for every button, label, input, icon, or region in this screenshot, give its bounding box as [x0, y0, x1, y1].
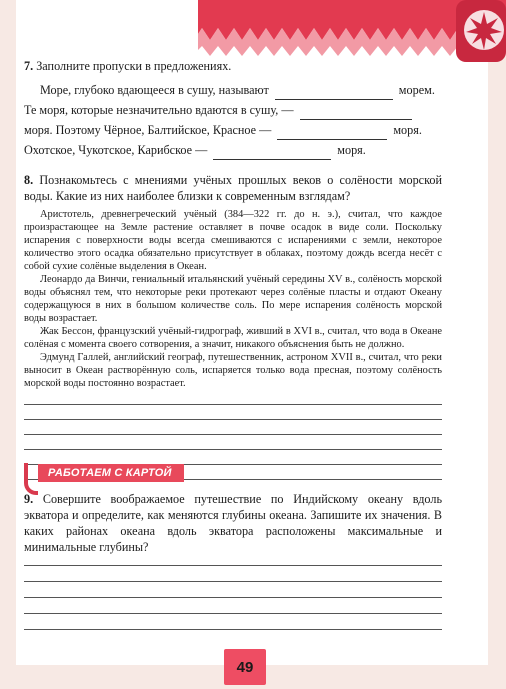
fill-row-3: моря. Поэтому Чёрное, Балтийское, Красное — моря. [24, 120, 442, 140]
answer-blank[interactable] [275, 85, 393, 100]
star-emblem-icon [456, 0, 506, 62]
question-9-title: 9. Совершите воображаемое путешествие по Индийскому океану вдоль экватора и определите, как меняются глубины океана. Запишите их значения. В каких районах океана вдоль экватора расположены максимальные и минимальные глубины? [24, 492, 443, 554]
question-8-title: 8. Познакомьтесь с мнениями учёных прошлых веков о солёности морской воды. Какие из них наиболее близки к современным взглядам? [24, 173, 442, 203]
answer-lines-q9[interactable] [24, 565, 442, 630]
question-7-title: 7. Заполните пропуски в предложениях. [24, 59, 232, 73]
opinion-leonardo: Леонардо да Винчи, гениальный итальянский учёный середины XV в., солёность морской воды объяснял тем, что некоторые реки протекают через солёные пласты и отдают Океану содержащуюся в них в большом количестве соль. По мере испарения солёность морской воды возрастает. [24, 274, 442, 324]
answer-line[interactable] [24, 581, 442, 582]
answer-line[interactable] [24, 419, 442, 420]
answer-line[interactable] [24, 565, 442, 566]
answer-line[interactable] [24, 434, 442, 435]
question-number: 7. [24, 59, 34, 73]
answer-line[interactable] [24, 597, 442, 598]
answer-blank[interactable] [277, 125, 387, 140]
opinion-halley: Эдмунд Галлей, английский географ, путешественник, астроном XVII в., считал, что реки выносит в Океан растворённую соль, испаряется только вода пресная, поэтому солёность морской воды постоянно возрастает. [24, 352, 442, 389]
section-tag [24, 462, 184, 484]
answer-line[interactable] [24, 404, 442, 405]
fill-row-1: Море, глубоко вдающееся в сушу, называют морем. [24, 80, 442, 100]
answer-line[interactable] [24, 613, 442, 614]
answer-blank[interactable] [300, 105, 412, 120]
answer-line[interactable] [24, 449, 442, 450]
fill-row-2: Те моря, которые незначительно вдаются в сушу, — [24, 100, 442, 120]
question-number: 8. [24, 173, 34, 187]
answer-blank[interactable] [213, 145, 331, 160]
answer-line[interactable] [24, 629, 442, 630]
question-9 [24, 491, 442, 630]
exercise-area [24, 58, 442, 480]
fill-row-4: Охотское, Чукотское, Карибское — моря. [24, 140, 442, 160]
question-number: 9. [24, 492, 34, 506]
opinion-aristotle: Аристотель, древнегреческий учёный (384—322 гг. до н. э.), считал, что каждое произрастающее на Земле растение оставляет в почве осадок в виде соли. Поскольку испарения с поверхности воды всегда смешиваются с испарениями с земли, некоторое количество этого осадка обязательно присутствует в облаках, поэтому дождь всегда несёт с собой сухие солёные выделения в Океан. [24, 209, 442, 272]
section-label: РАБОТАЕМ С КАРТОЙ [38, 464, 184, 482]
page-number: 49 [224, 649, 266, 685]
opinion-besson: Жак Бессон, французский учёный-гидрограф, живший в XVI в., считал, что вода в Океане солёная с момента своего сотворения, а значит, никакого объяснения быть не должно. [24, 326, 442, 350]
